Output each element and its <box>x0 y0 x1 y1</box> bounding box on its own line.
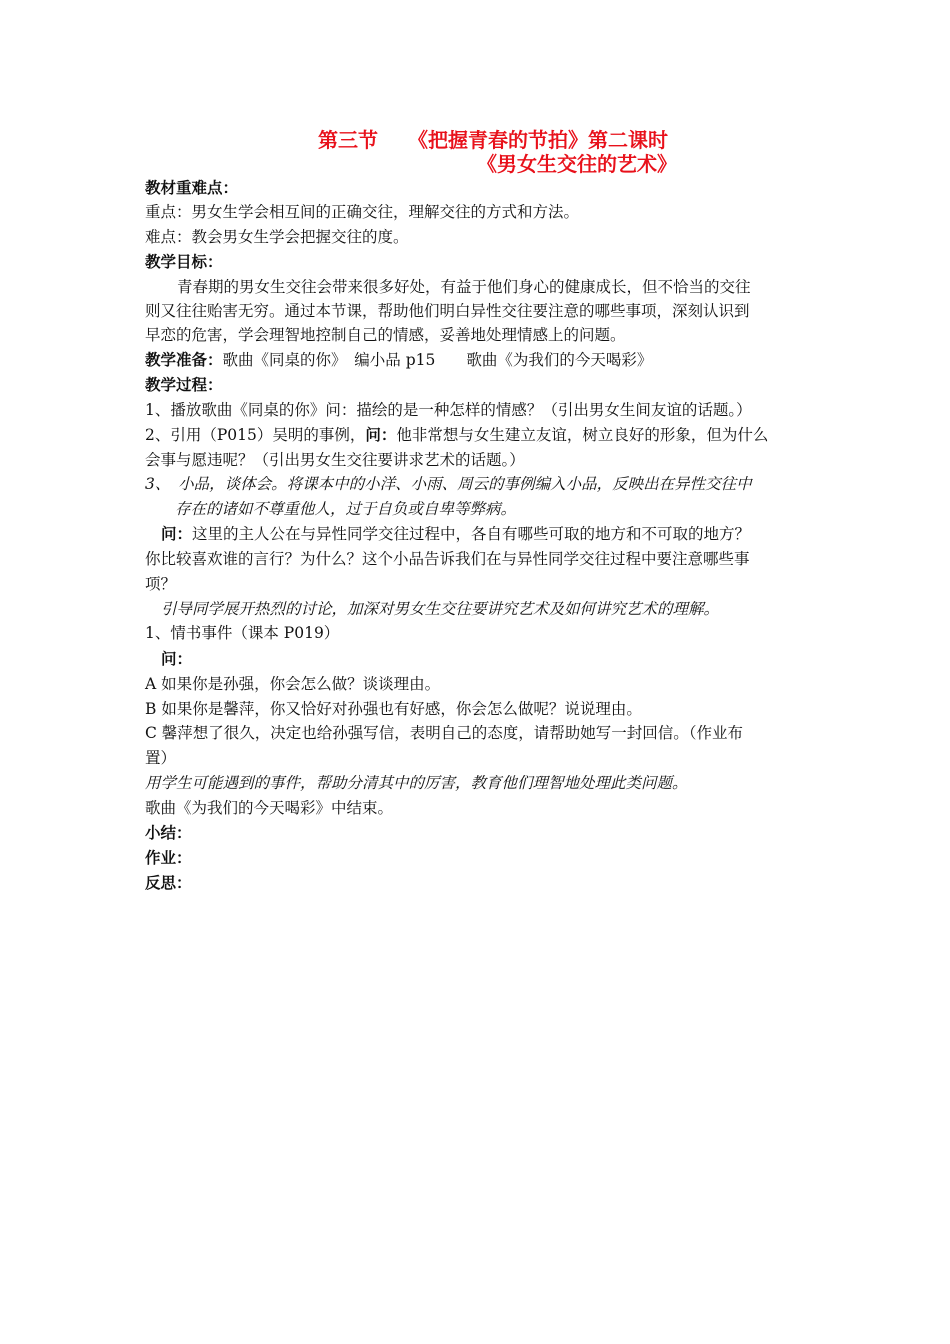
option-c-line-1: C 馨萍想了很久，决定也给孙强写信，表明自己的态度，请帮助她写一封回信。（作业布 <box>145 724 744 742</box>
step-3-line-1: 3、 小品，谈体会。将课本中的小洋、小雨、周云的事例编入小品，反映出在异性交往中 <box>145 475 752 493</box>
option-a: A 如果你是孙强，你会怎么做？谈谈理由。 <box>145 675 441 693</box>
reflection-heading: 反思： <box>145 874 192 892</box>
homework-heading: 作业： <box>145 849 192 867</box>
summary-note: 用学生可能遇到的事件，帮助分清其中的厉害，教育他们理智地处理此类问题。 <box>145 774 688 792</box>
preparation-line <box>145 348 652 372</box>
step-3-line-2: 存在的诸如不尊重他人，过于自负或自卑等弊病。 <box>175 500 517 518</box>
title-line-2: 《男女生交往的艺术》 <box>477 152 677 176</box>
option-b: B 如果你是馨萍，你又恰好对孙强也有好感，你会怎么做呢？说说理由。 <box>145 700 642 718</box>
objectives-paragraph-1: 青春期的男女生交往会带来很多好处，有益于他们身心的健康成长，但不恰当的交往 <box>177 278 751 296</box>
ask-label: 问： <box>161 650 193 668</box>
closing-line: 歌曲《为我们的今天喝彩》中结束。 <box>145 799 394 817</box>
step-2-line-2: 会事与愿违呢？（引出男女生交往要讲求艺术的话题。） <box>145 451 525 469</box>
process-heading: 教学过程： <box>145 376 223 394</box>
difficult-point: 难点：教会男女生学会把握交往的度。 <box>145 228 409 246</box>
question-line-3: 项？ <box>145 575 177 593</box>
objectives-paragraph-3: 早恋的危害，学会理智地控制自己的情感，妥善地处理情感上的问题。 <box>145 326 626 344</box>
objectives-heading: 教学目标： <box>145 253 223 271</box>
title-line-1: 第三节 《把握青春的节拍》第二课时 <box>318 128 668 152</box>
question-line-1 <box>161 522 750 546</box>
question-text-1: 这里的主人公在与异性同学交往过程中，各自有哪些可取的地方和不可取的地方？ <box>192 525 751 543</box>
letter-case: 1、情书事件（课本 P019） <box>145 624 340 642</box>
key-point: 重点：男女生学会相互间的正确交往，理解交往的方式和方法。 <box>145 203 580 221</box>
key-points-heading: 教材重难点： <box>145 179 239 197</box>
step-2-line-1 <box>145 423 768 447</box>
step-2-text-b: 他非常想与女生建立友谊，树立良好的形象，但为什么 <box>396 426 769 444</box>
preparation-text: 歌曲《同桌的你》 编小品 p15 歌曲《为我们的今天喝彩》 <box>222 351 653 369</box>
option-c-line-2: 置） <box>145 749 177 767</box>
objectives-paragraph-2: 则又往往贻害无穷。通过本节课，帮助他们明白异性交往要注意的哪些事项，深刻认识到 <box>145 302 750 320</box>
preparation-heading: 教学准备： <box>145 351 223 369</box>
question-line-2: 你比较喜欢谁的言行？为什么？这个小品告诉我们在与异性同学交往过程中要注意哪些事 <box>145 550 750 568</box>
step-2-question-label: 问： <box>365 426 397 444</box>
question-label: 问： <box>161 525 193 543</box>
guide-note: 引导同学展开热烈的讨论，加深对男女生交往要讲究艺术及如何讲究艺术的理解。 <box>161 600 720 618</box>
step-2-text-a: 2、引用（P015）吴明的事例， <box>145 426 366 444</box>
wrap-up-heading: 小结： <box>145 824 192 842</box>
step-1: 1、播放歌曲《同桌的你》问：描绘的是一种怎样的情感？（引出男女生间友谊的话题。） <box>145 401 752 419</box>
